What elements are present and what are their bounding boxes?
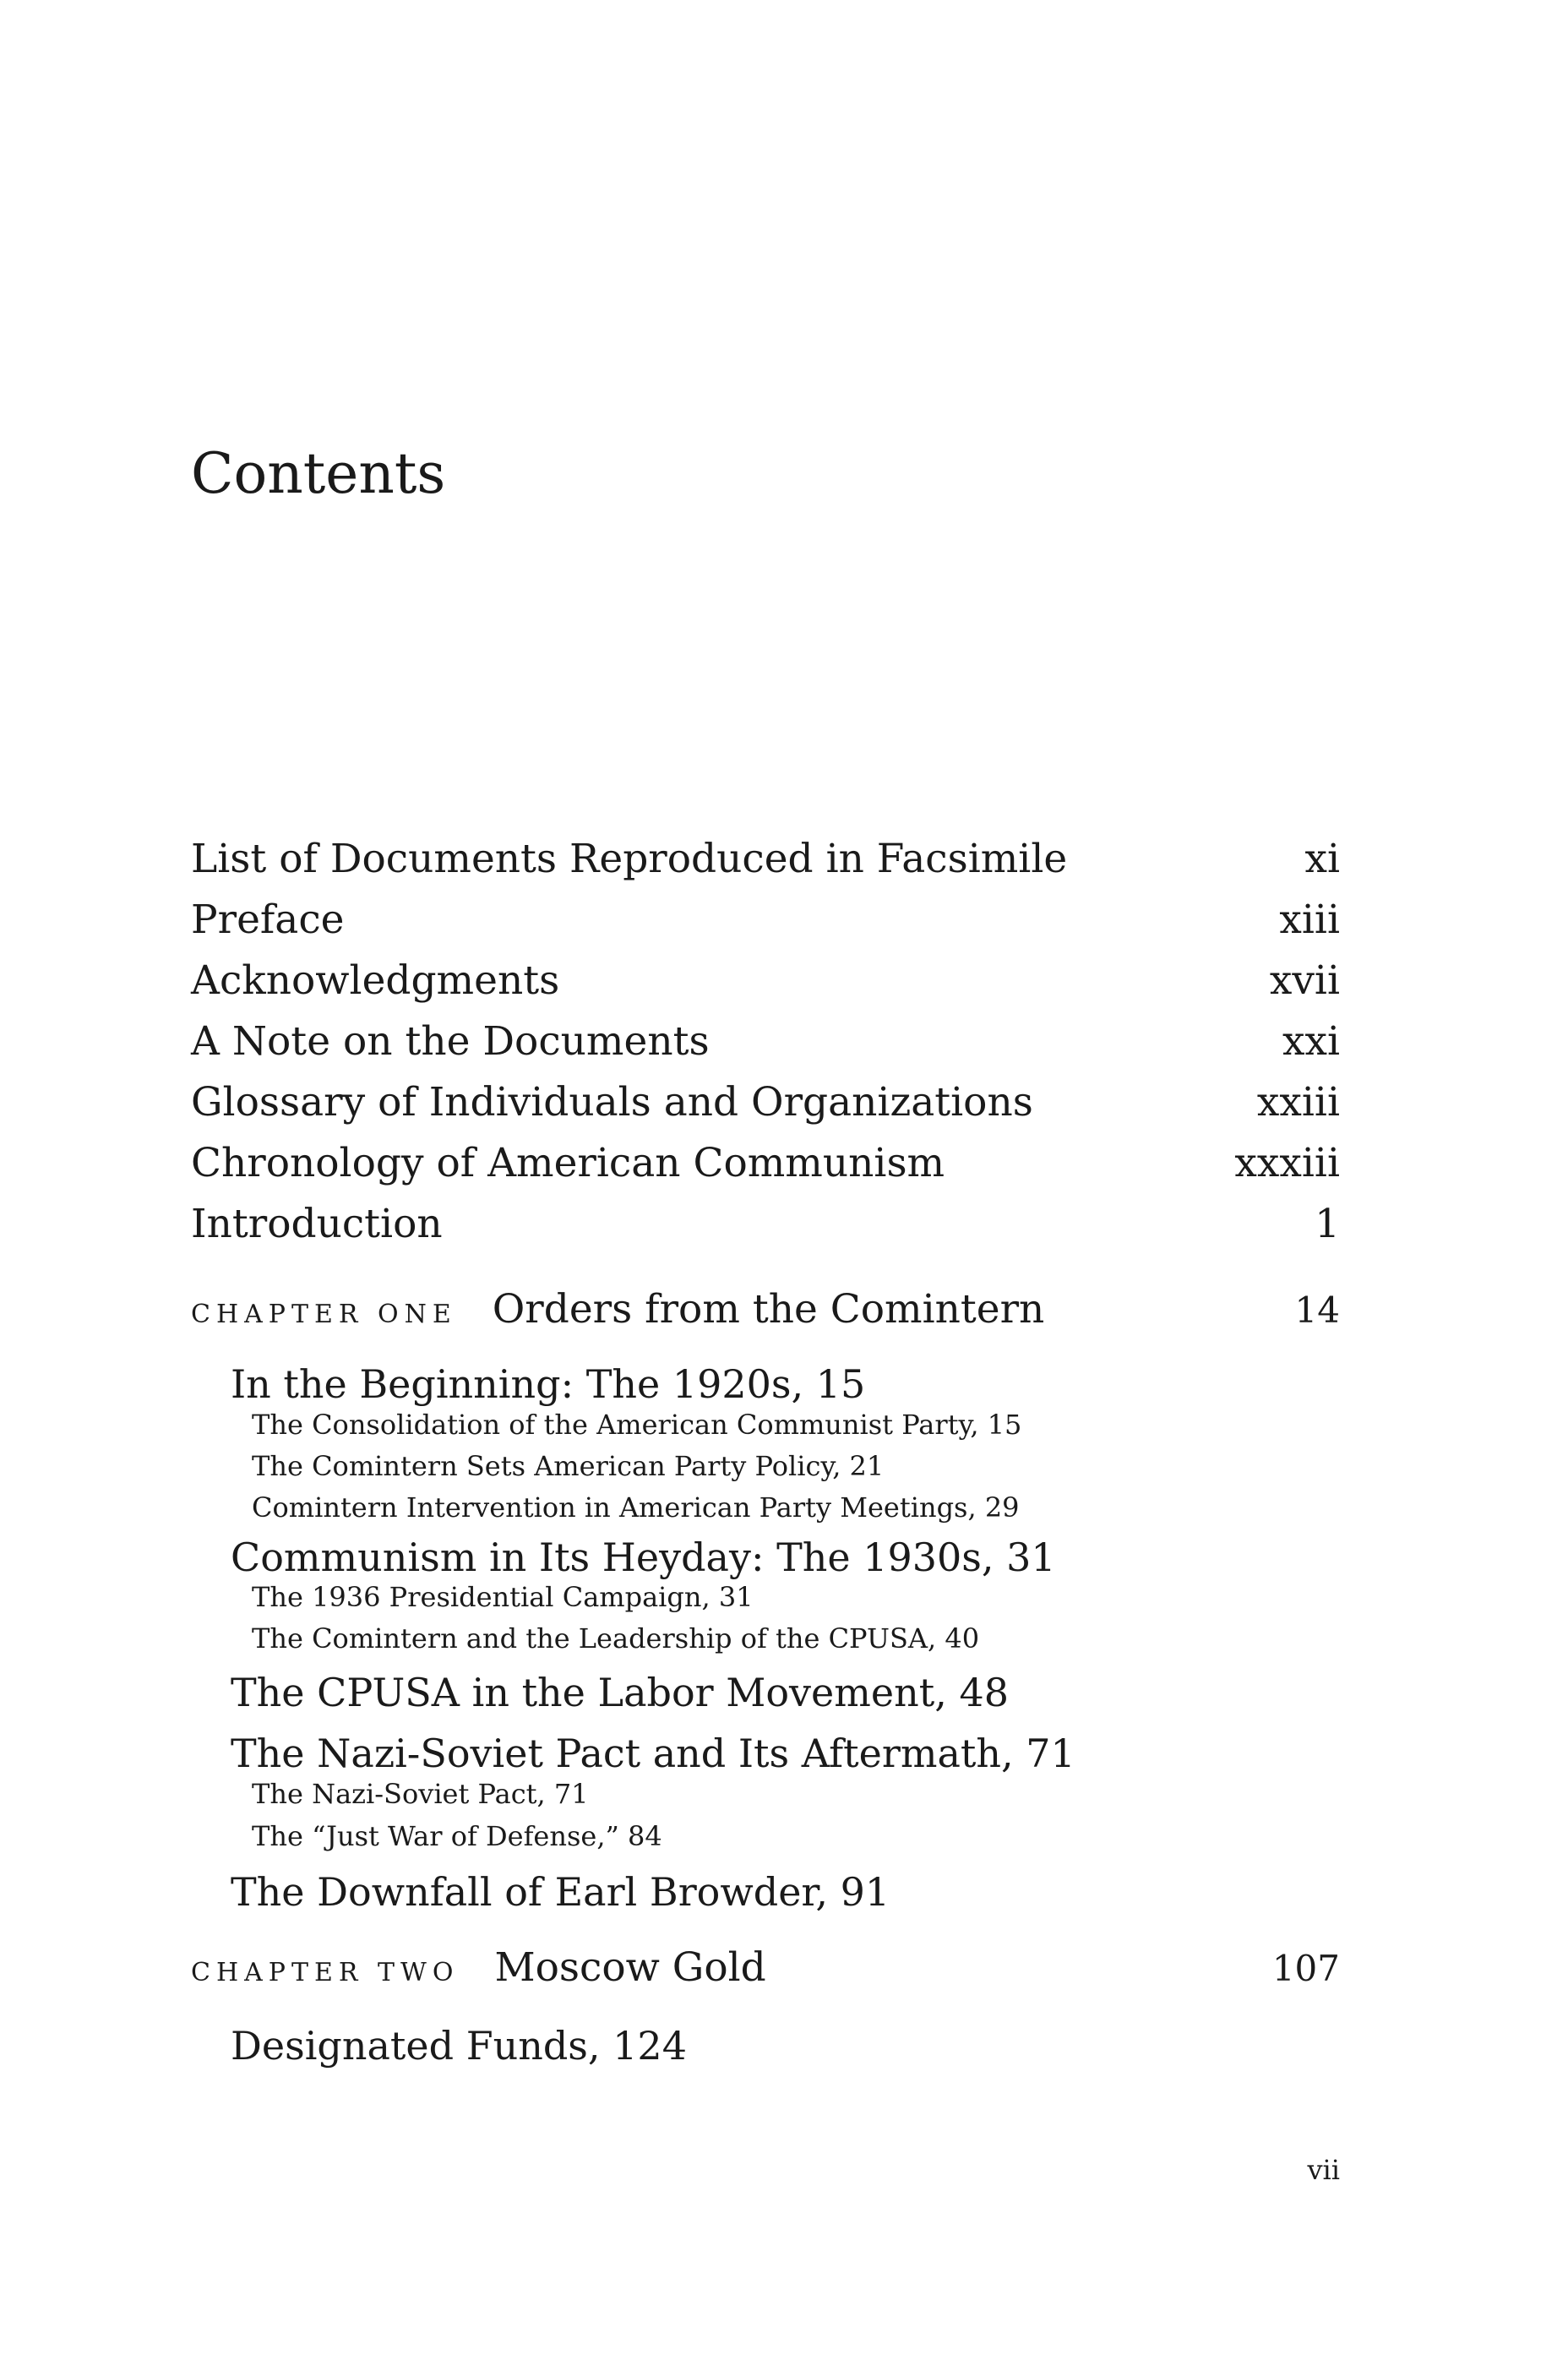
chapter-heading-two[interactable]: [191, 1943, 1340, 1993]
toc-entry-label: Chronology of American Communism: [191, 1140, 945, 1186]
chapter-label: CHAPTER ONE: [191, 1300, 457, 1329]
toc-section[interactable]: The CPUSA in the Labor Movement, 48: [231, 1670, 1009, 1715]
toc-subsection[interactable]: The Consolidation of the American Communist Party, 15: [252, 1409, 1022, 1441]
chapter-page: 14: [1294, 1289, 1340, 1331]
toc-entry-glossary[interactable]: [191, 1077, 1340, 1128]
toc-entry-page: xiii: [1279, 897, 1340, 943]
toc-entry-label: Acknowledgments: [191, 957, 560, 1004]
toc-subsection[interactable]: The Comintern and the Leadership of the CPUSA, 40: [252, 1622, 980, 1654]
toc-section[interactable]: Communism in Its Heyday: The 1930s, 31: [231, 1535, 1056, 1580]
toc-entry-label: Glossary of Individuals and Organizations: [191, 1079, 1033, 1126]
toc-subsection[interactable]: The Comintern Sets American Party Policy, 21: [252, 1450, 885, 1482]
toc-subsection[interactable]: The 1936 Presidential Campaign, 31: [252, 1581, 754, 1613]
toc-entry-page: xi: [1304, 836, 1340, 882]
toc-entry-introduction[interactable]: [191, 1199, 1340, 1250]
chapter-heading-one[interactable]: [191, 1284, 1340, 1335]
chapter-title: Moscow Gold: [494, 1944, 766, 1991]
chapter-page: 107: [1271, 1948, 1340, 1989]
toc-entry-acknowledgments[interactable]: [191, 956, 1340, 1006]
toc-entry-label: List of Documents Reproduced in Facsimile: [191, 836, 1068, 882]
toc-entry-page: xxi: [1282, 1018, 1340, 1065]
toc-section[interactable]: Designated Funds, 124: [231, 2023, 687, 2069]
toc-entry-page: xxiii: [1256, 1079, 1340, 1126]
toc-entry-page: xxxiii: [1234, 1140, 1340, 1186]
toc-entry-preface[interactable]: [191, 895, 1340, 946]
toc-entry-label: A Note on the Documents: [191, 1018, 710, 1065]
toc-entry-label: Preface: [191, 897, 345, 943]
toc-subsection[interactable]: The “Just War of Defense,” 84: [252, 1820, 662, 1852]
page-number: vii: [1307, 2154, 1340, 2186]
toc-entry-documents-list[interactable]: [191, 834, 1340, 885]
toc-subsection[interactable]: Comintern Intervention in American Party Meetings, 29: [252, 1491, 1020, 1524]
toc-entry-page: xvii: [1269, 957, 1340, 1004]
toc-section[interactable]: The Nazi-Soviet Pact and Its Aftermath, 71: [231, 1731, 1075, 1776]
toc-entry-label: Introduction: [191, 1201, 443, 1247]
toc-section[interactable]: In the Beginning: The 1920s, 15: [231, 1361, 866, 1407]
toc-section[interactable]: The Downfall of Earl Browder, 91: [231, 1869, 890, 1915]
chapter-title: Orders from the Comintern: [492, 1286, 1045, 1333]
toc-subsection[interactable]: The Nazi-Soviet Pact, 71: [252, 1778, 589, 1810]
toc-entry-chronology[interactable]: [191, 1138, 1340, 1189]
toc-entry-page: 1: [1315, 1201, 1340, 1247]
chapter-label: CHAPTER TWO: [191, 1958, 460, 1987]
page-title: Contents: [191, 441, 446, 506]
toc-entry-note-on-documents[interactable]: [191, 1017, 1340, 1067]
